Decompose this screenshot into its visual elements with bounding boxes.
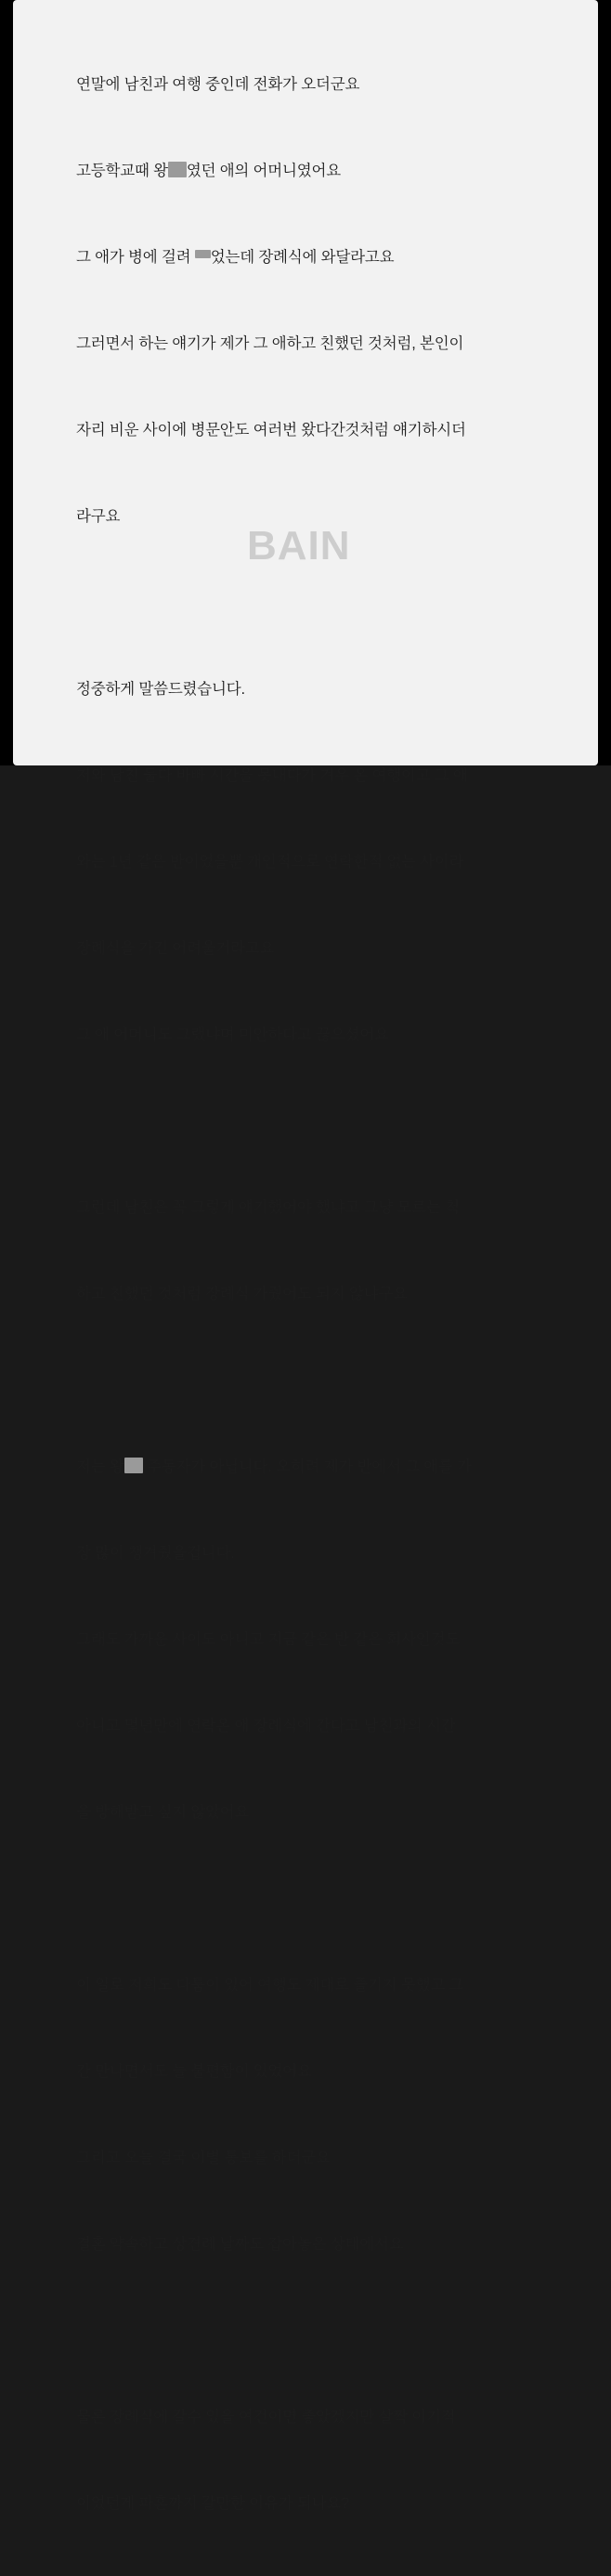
text-line-redacted: 그 애가 병에 걸려 었는데 장례식에 와달라고요 — [76, 249, 395, 266]
text-line: 하고 친했던 것처럼 장례식 가줬어도 되지 않냐구요 — [76, 1286, 408, 1302]
paragraph-gap — [76, 2317, 555, 2346]
text-line: 을 방해받고 싶지 않았어요 — [76, 1804, 250, 1821]
text-line: 물론 장례식에 갈수 있을 여건이면 좋았겠지만 살짝 이기적 — [76, 2409, 456, 2426]
paragraph-1 — [76, 13, 555, 589]
text-line: 라구요 — [76, 508, 121, 525]
paragraph-2 — [76, 618, 555, 1107]
post-body — [76, 13, 555, 2576]
text-line-redacted: 저는 왕 주동자가 아닙니다. 오히려 제가 반에서 그 애를 가 — [76, 1458, 472, 1475]
paragraph-gap — [76, 589, 555, 618]
text-line: 와는 1년 같은 반이었을뿐 개인적으로 연락한적 없는 사이라 — [76, 854, 464, 870]
text-line: 장 많이 챙겨줬을겁니다. — [76, 1545, 235, 1562]
text-line: 간 만나면서도 늘 불편함이 있었어요 — [76, 2063, 312, 2080]
text-line: 장례식을 가긴 어려울거라고요 — [76, 940, 275, 957]
text-line: 정중하게 말씀드렸습니다. — [76, 681, 245, 698]
text-line: 자리 비운 사이에 병문안도 여러번 왔다간것처럼 얘기하시더 — [76, 422, 466, 438]
redaction-block — [195, 250, 211, 258]
redaction-block — [124, 1458, 143, 1473]
text-line: 이 일로 저희도 다툼이 있어 여행도 제대로 즐기지 못했고 그 — [76, 1977, 464, 1994]
paragraph-4 — [76, 1395, 555, 1885]
text-post-sheet — [13, 0, 598, 2512]
text-line: 그리고 오늘 결국 이별 통보를 하더군요 — [76, 2150, 331, 2166]
text-line: 결혼 약속하고 상견례 날짜도 잡아놓은 상태에서요 — [76, 2236, 404, 2253]
paragraph-3 — [76, 1136, 555, 1366]
text-line: 그 애 어머니도 그랬냐며 미안하다고 끊으셨어요 — [76, 1026, 389, 1043]
text-line-redacted: 고등학교때 왕 였던 애의 어머니였어요 — [76, 163, 341, 179]
text-line: 아니고 몇년만에 연락온 애 장례식에 간다고 남친과의 시간 — [76, 1718, 456, 1734]
redaction-block — [168, 162, 187, 177]
paragraph-gap — [76, 1885, 555, 1914]
text-line: 그러면서 하는 얘기가 제가 그 애하고 친했던 것처럼, 본인이 — [76, 335, 464, 352]
text-line: 이었던게 파혼까지 갈만한 이유가 되나요? — [76, 2495, 350, 2512]
text-line: 저와 남친 둘다 바빠 시간을 못내다가 겨우 온 여행이고 그 애 — [76, 767, 468, 784]
paragraph-5 — [76, 1914, 555, 2317]
text-line: 그래도 가까운 사이도 아니고 지금 같은 반 같은 회사인것도 — [76, 1631, 460, 1648]
paragraph-gap — [76, 1366, 555, 1395]
paragraph-6 — [76, 2346, 555, 2576]
watermark-text: BAIN — [247, 523, 351, 569]
text-line: 연말에 남친과 여행 중인데 전화가 오더군요 — [76, 76, 360, 93]
text-line: 그런데 남친은 꼭 그렇게 얘기했어야 했냐고 그냥 모르는 척 — [76, 1199, 460, 1216]
paragraph-gap — [76, 1107, 555, 1136]
